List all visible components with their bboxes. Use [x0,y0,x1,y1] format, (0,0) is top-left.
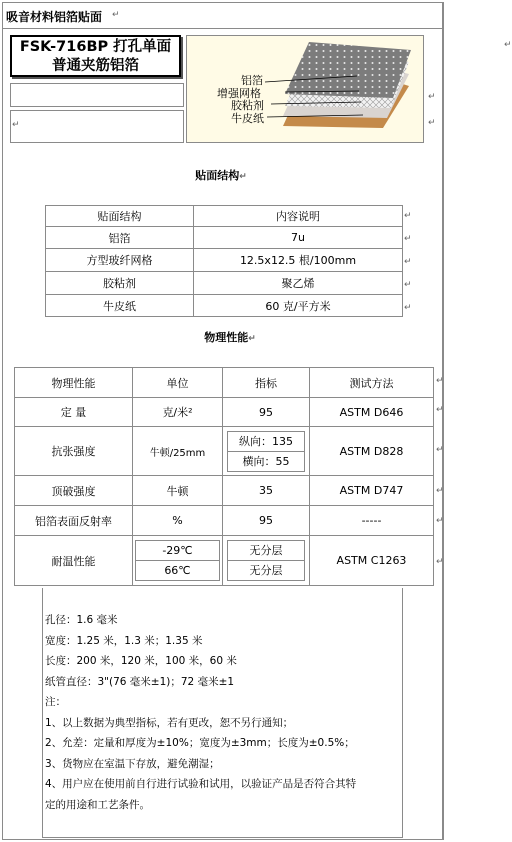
product-title-line1: FSK-716BP 打孔单面 [19,39,172,55]
table-cell: 35 [223,476,310,506]
table-cell: 7u [194,227,403,249]
table-cell: ----- [310,506,434,536]
table-cell: 95 [223,506,310,536]
paragraph-mark: ↵ [428,118,436,128]
paragraph-mark: ↵ [504,40,512,50]
table-cell: 胶粘剂 [46,272,194,295]
right-column-line [443,2,444,840]
paragraph-mark: ↵ [404,211,412,221]
section-title-physical: 物理性能↵ [204,331,256,344]
note-line: 4、用户应在使用前自行进行试验和试用，以验证产品是否符合其特 [45,778,357,790]
table-cell: 定 量 [15,398,133,427]
table-cell: ASTM D747 [310,476,434,506]
section-title-structure: 贴面结构↵ [195,169,247,182]
foil-layer [285,42,411,98]
nested-cell: 无分层 [228,541,304,561]
note-line: 孔径：1.6 毫米 [45,614,118,626]
table-cell: 抗张强度 [15,427,133,476]
table-cell [223,427,310,476]
paragraph-mark: ↵ [404,257,412,267]
note-line: 宽度：1.25 米，1.3 米；1.35 米 [45,634,203,647]
note-line: 3、货物应在室温下存放，避免潮湿； [45,757,220,770]
table-header: 单位 [133,368,223,398]
layer-diagram [186,35,424,143]
table-cell: 克/米² [133,398,223,427]
nested-cell: 纵向：135 [228,432,304,452]
table-cell: 聚乙烯 [194,272,403,295]
paragraph-mark: ↵ [436,445,444,455]
layer-label-foil: 铝箔 [241,74,263,87]
table-header: 内容说明 [194,206,403,227]
nested-cell-group [227,540,305,581]
paragraph-mark: ↵ [436,516,444,526]
layer-label-mesh: 增强网格 [217,87,261,100]
nested-cell-group [227,431,305,472]
table-cell: 铝箔表面反射率 [15,506,133,536]
paragraph-mark: ↵ [436,405,444,415]
table-cell: 耐温性能 [15,536,133,586]
note-line: 长度：200 米，120 米，100 米，60 米 [45,655,237,667]
layer-label-kraft: 牛皮纸 [231,112,264,125]
nested-cell-group [135,540,220,581]
paragraph-mark: ↵ [404,280,412,290]
paragraph-mark: ↵ [404,234,412,244]
document-title: 吸音材料铝箔贴面 [6,10,103,24]
notes-box [42,588,403,838]
structure-table [45,205,403,317]
table-header: 贴面结构 [46,206,194,227]
table-cell: 顶破强度 [15,476,133,506]
empty-cell [10,110,184,143]
note-line: 注： [45,696,66,708]
paragraph-mark: ↵ [436,486,444,496]
table-cell: 方型玻纤网格 [46,249,194,272]
table-cell: 60 克/平方米 [194,295,403,317]
nested-cell: 横向：55 [242,454,290,468]
note-line: 1、以上数据为典型指标，若有更改，恕不另行通知； [45,716,294,729]
table-cell: 12.5x12.5 根/100mm [194,249,403,272]
product-title-line2: 普通夹筋铝箔 [52,58,139,74]
paragraph-mark: ↵ [12,120,20,130]
layer-label-adhesive: 胶粘剂 [231,99,264,112]
table-header: 测试方法 [310,368,434,398]
nested-cell: -29℃ [136,541,219,561]
paragraph-mark: ↵ [428,92,436,102]
table-cell: 95 [223,398,310,427]
empty-cell [10,83,184,107]
table-header: 指标 [223,368,310,398]
note-line: 定的用途和工艺条件。 [45,798,150,811]
product-title-box [10,35,181,77]
table-cell: 牛皮纸 [46,295,194,317]
table-cell: 牛顿 [133,476,223,506]
note-line: 纸管直径：3"(76 毫米±1)；72 毫米±1 [45,675,235,688]
note-line: 2、允差：定量和厚度为±10%；宽度为±3mm；长度为±0.5%； [45,737,355,749]
table-cell: % [133,506,223,536]
table-cell: ASTM D828 [310,427,434,476]
paragraph-mark: ↵ [112,10,120,20]
nested-cell: 无分层 [249,564,283,577]
table-cell: 铝箔 [46,227,194,249]
paragraph-mark: ↵ [436,376,444,386]
table-cell [133,536,223,586]
table-header: 物理性能 [15,368,133,398]
table-cell: 牛顿/25mm [133,427,223,476]
table-cell: ASTM D646 [310,398,434,427]
physical-table [14,367,434,586]
table-cell [223,536,310,586]
nested-cell: 66℃ [164,564,191,577]
table-cell: ASTM C1263 [310,536,434,586]
paragraph-mark: ↵ [436,557,444,567]
paragraph-mark: ↵ [404,303,412,313]
